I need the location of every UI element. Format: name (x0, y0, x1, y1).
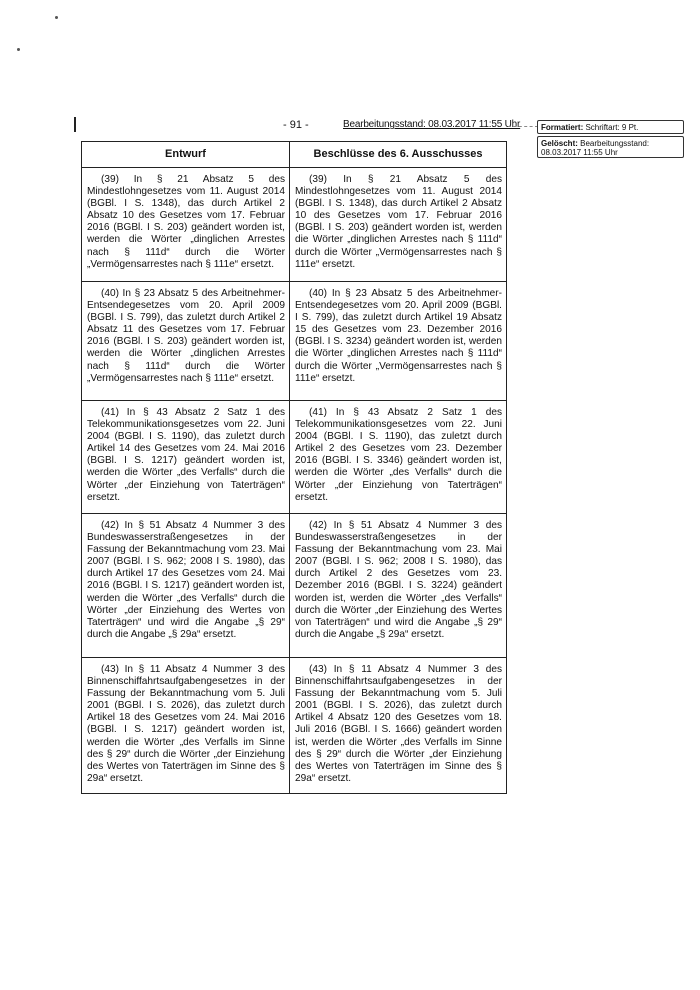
paragraph-text: (42) In § 51 Absatz 4 Nummer 3 des Bundeswasserstraßengesetzes in der Fassung der Bekanntmachung vom 23. Mai 2007 (BGBl. I S. 962; 2008 I S. 1980), das durch Artikel 2 des Gesetzes vom 23. Dezember 2016 (BGBl. I S. 3224) geändert worden ist, werden die Wörter „des Verfalls“ durch die Wörter „der Einziehung des Wertes von Taterträgen“ und wird die Angabe „§ 29“ durch die Angabe „§ 29a“ ersetzt. (295, 520, 502, 640)
column-header-draft: Entwurf (82, 142, 290, 168)
committee-cell (290, 282, 507, 401)
paragraph-text: (42) In § 51 Absatz 4 Nummer 3 des Bundeswasserstraßengesetzes in der Fassung der Bekanntmachung vom 23. Mai 2007 (BGBl. I S. 962; 2008 I S. 1980), das durch Artikel 17 des Gesetzes vom 24. Mai 2016 (BGBl. I S. 1217) geändert worden ist, werden die Wörter „des Verfalls“ durch die Wörter „der Einziehung des Wertes von Taterträgen“ und wird die Angabe „§ 29“ durch die Angabe „§ 29a“ ersetzt. (87, 520, 285, 640)
paragraph-text: (43) In § 11 Absatz 4 Nummer 3 des Binnenschiffahrtsaufgabengesetzes in der Fassung der Bekanntmachung vom 5. Juli 2001 (BGBl. I S. 2026), das zuletzt durch Artikel 18 des Gesetzes vom 24. Mai 2016 (BGBl. I S. 1217) geändert worden ist, werden die Wörter „des Verfalls im Sinne des § 29“ durch die Wörter „der Einziehung des Wertes von Taterträgen im Sinne des § 29a“ ersetzt. (87, 664, 285, 784)
draft-cell (82, 401, 290, 514)
paragraph-text: (40) In § 23 Absatz 5 des Arbeitnehmer-Entsendegesetzes vom 20. April 2009 (BGBl. I S. 799), das zuletzt durch Artikel 19 Absatz 15 des Gesetzes vom 23. Dezember 2016 (BGBl. I S. 3234) geändert worden ist, werden die Wörter „dinglichen Arrestes nach § 111d“ durch die Wörter „Vermögensarrestes nach § 111e“ ersetzt. (295, 288, 502, 384)
comment-connector (508, 126, 538, 127)
comment-formatted[interactable] (537, 120, 684, 134)
paragraph-text: (41) In § 43 Absatz 2 Satz 1 des Telekommunikationsgesetzes vom 22. Juni 2004 (BGBl. I S. 1190), das zuletzt durch Artikel 14 des Gesetzes vom 24. Mai 2016 (BGBl. I S. 1217) geändert worden ist, werden die Wörter „des Verfalls“ durch die Wörter „der Einziehung von Taterträgen“ ersetzt. (87, 407, 285, 503)
comment-text: Bearbeitungsstand: 08.03.2017 11:55 Uhr (541, 139, 650, 157)
paragraph-text: (39) In § 21 Absatz 5 des Mindestlohngesetzes vom 11. August 2014 (BGBl. I S. 1348), das durch Artikel 2 Absatz 10 des Gesetzes vom 17. Februar 2016 (BGBl. I S. 203) geändert worden ist, werden die Wörter „dinglichen Arrestes nach § 111d“ durch die Wörter „Vermögensarrestes nach § 111e“ ersetzt. (87, 174, 285, 270)
scan-speck (55, 16, 58, 19)
paragraph-text: (40) In § 23 Absatz 5 des Arbeitnehmer-Entsendegesetzes vom 20. April 2009 (BGBl. I S. 799), das zuletzt durch Artikel 2 Absatz 11 des Gesetzes vom 17. Februar 2016 (BGBl. I S. 203) geändert worden ist, werden die Wörter „dinglichen Arrestes nach § 111d“ durch die Wörter „Vermögensarrestes nach § 111e“ ersetzt. (87, 288, 285, 384)
table-row (82, 401, 507, 514)
comment-label: Gelöscht: (541, 139, 578, 148)
committee-cell (290, 514, 507, 658)
draft-cell (82, 658, 290, 794)
column-header-committee: Beschlüsse des 6. Ausschusses (290, 142, 507, 168)
committee-cell (290, 168, 507, 282)
page-number: - 91 - (283, 119, 309, 131)
draft-cell (82, 282, 290, 401)
comment-text: Schriftart: 9 Pt. (585, 123, 639, 132)
table-row (82, 282, 507, 401)
paragraph-text: (41) In § 43 Absatz 2 Satz 1 des Telekommunikationsgesetzes vom 22. Juni 2004 (BGBl. I S. 1190), das zuletzt durch Artikel 2 des Gesetzes vom 23. Dezember 2016 (BGBl. I S. 3346) geändert worden ist, werden die Wörter „des Verfalls“ durch die Wörter „der Einziehung von Taterträgen“ ersetzt. (295, 407, 502, 503)
paragraph-text: (43) In § 11 Absatz 4 Nummer 3 des Binnenschiffahrtsaufgabengesetzes in der Fassung der Bekanntmachung vom 5. Juli 2001 (BGBl. I S. 2026), das zuletzt durch Artikel 4 Absatz 120 des Gesetzes vom 18. Juli 2016 (BGBl. I S. 1666) geändert worden ist, werden die Wörter „des Verfalls im Sinne des § 29“ durch die Wörter „der Einziehung des Wertes von Taterträgen im Sinne des § 29a“ ersetzt. (295, 664, 502, 784)
change-bar (74, 117, 76, 132)
table-row (82, 168, 507, 282)
table-row (82, 514, 507, 658)
draft-cell (82, 168, 290, 282)
table-header-row (82, 142, 507, 168)
comment-deleted[interactable] (537, 136, 684, 158)
committee-cell (290, 658, 507, 794)
table-row (82, 658, 507, 794)
paragraph-text: (39) In § 21 Absatz 5 des Mindestlohngesetzes vom 11. August 2014 (BGBl. I S. 1348), das durch Artikel 2 Absatz 10 des Gesetzes vom 17. Februar 2016 (BGBl. I S. 203) geändert worden ist, werden die Wörter „dinglichen Arrestes nach § 111d“ durch die Wörter „Vermögensarrestes nach § 111e“ ersetzt. (295, 174, 502, 270)
committee-cell (290, 401, 507, 514)
synopsis-table (81, 141, 507, 794)
draft-cell (82, 514, 290, 658)
comment-label: Formatiert: (541, 123, 584, 132)
status-line: Bearbeitungsstand: 08.03.2017 11:55 Uhr (343, 119, 521, 130)
scan-speck (17, 48, 20, 51)
